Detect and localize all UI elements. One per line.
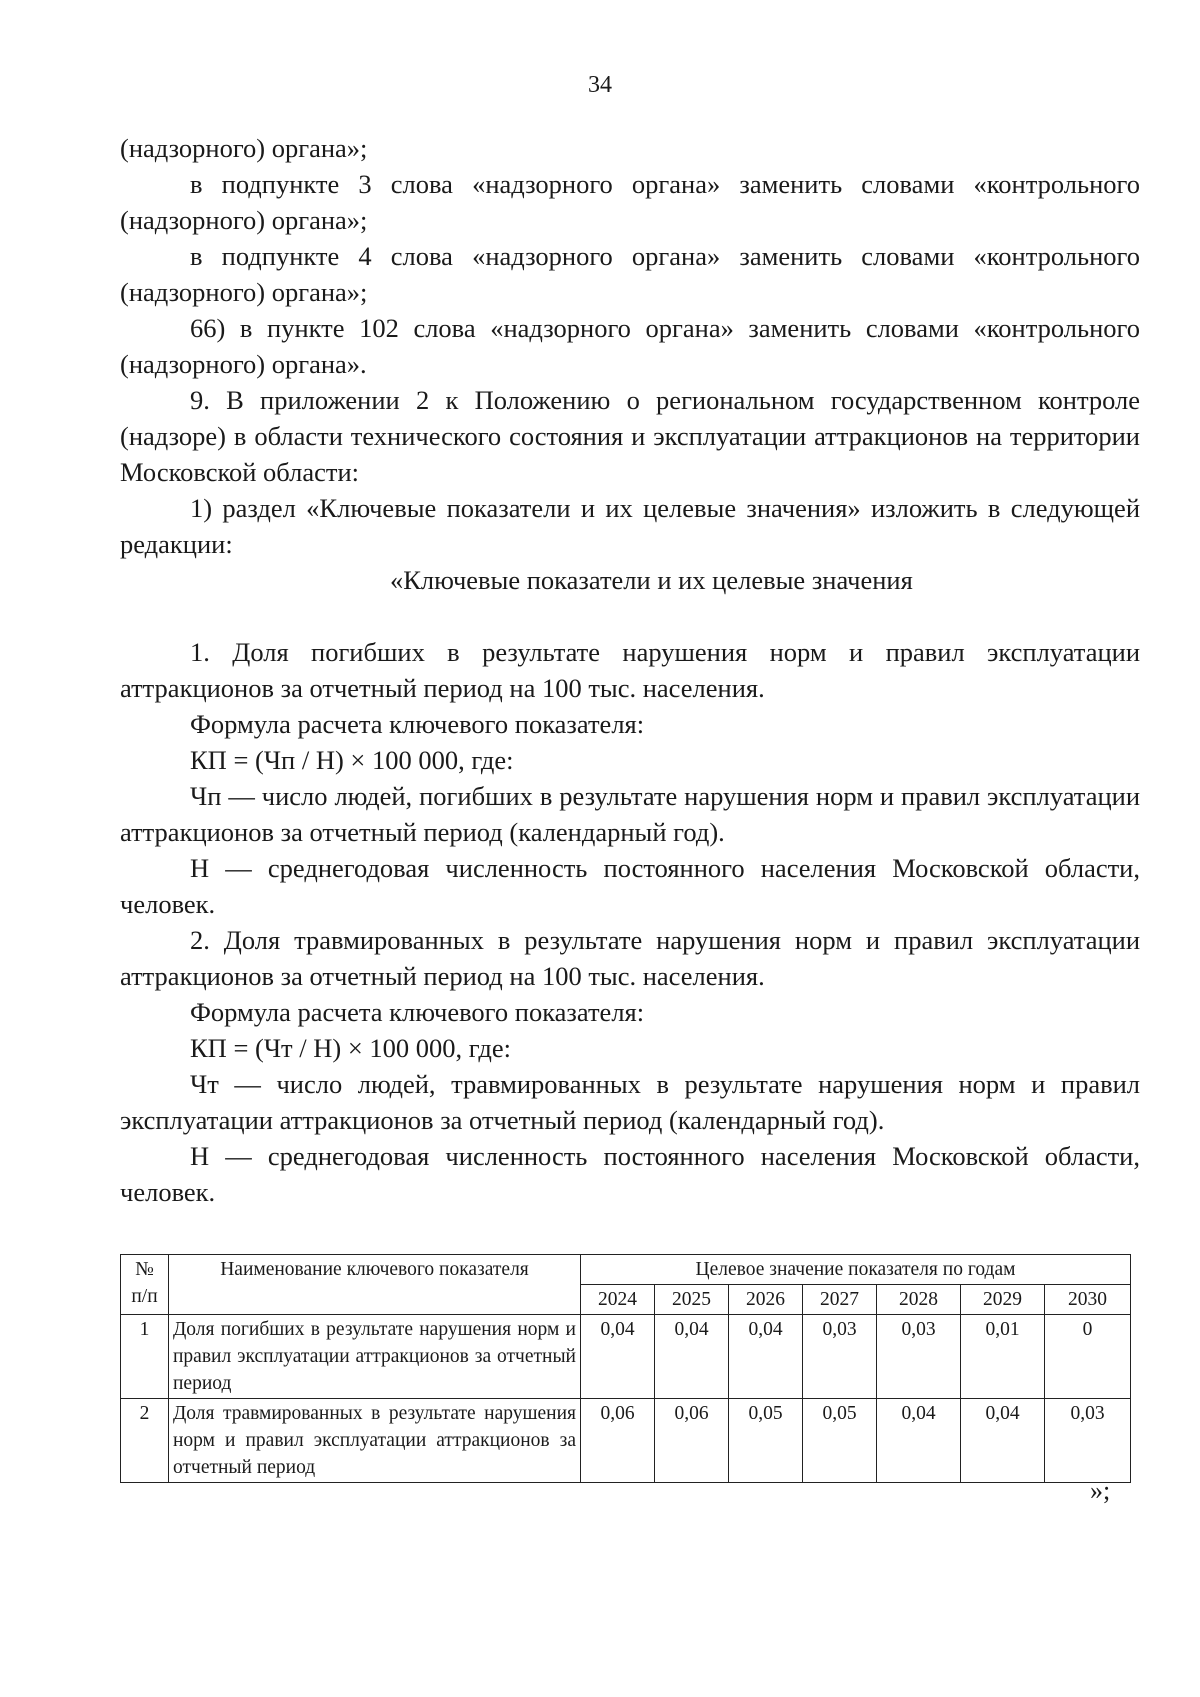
closing-quote: »; bbox=[1090, 1476, 1111, 1505]
document-body bbox=[120, 130, 1140, 1210]
row-value: 0,05 bbox=[803, 1399, 877, 1483]
paragraph: 66) в пункте 102 слова «надзорного органа» заменить словами «контрольного (надзорного) органа». bbox=[120, 313, 1140, 379]
table-header-row bbox=[121, 1255, 1131, 1285]
table-row bbox=[121, 1399, 1131, 1483]
row-value: 0,05 bbox=[729, 1399, 803, 1483]
paragraph: (надзорного) органа»; bbox=[120, 133, 368, 163]
row-value: 0,03 bbox=[877, 1315, 961, 1399]
section-title: «Ключевые показатели и их целевые значения bbox=[390, 565, 913, 595]
paragraph: 9. В приложении 2 к Положению о региональном государственном контроле (надзоре) в области технического состояния и эксплуатации аттракционов на территории Московской области: bbox=[120, 385, 1140, 487]
year-header: 2029 bbox=[961, 1285, 1045, 1315]
header-target: Целевое значение показателя по годам bbox=[581, 1255, 1131, 1285]
row-value: 0,04 bbox=[655, 1315, 729, 1399]
row-value: 0,04 bbox=[877, 1399, 961, 1483]
row-num: 1 bbox=[121, 1315, 169, 1399]
formula-definition: Чт — число людей, травмированных в результате нарушения норм и правил эксплуатации аттракционов за отчетный период (календарный год). bbox=[120, 1069, 1140, 1135]
year-header: 2025 bbox=[655, 1285, 729, 1315]
row-value: 0,06 bbox=[655, 1399, 729, 1483]
row-value: 0,04 bbox=[961, 1399, 1045, 1483]
header-num: № п/п bbox=[121, 1255, 169, 1315]
row-value: 0,01 bbox=[961, 1315, 1045, 1399]
indicator-1-title: 1. Доля погибших в результате нарушения норм и правил эксплуатации аттракционов за отчетный период на 100 тыс. населения. bbox=[120, 637, 1140, 703]
year-header: 2026 bbox=[729, 1285, 803, 1315]
row-num: 2 bbox=[121, 1399, 169, 1483]
row-name: Доля погибших в результате нарушения норм и правил эксплуатации аттракционов за отчетный период bbox=[169, 1315, 581, 1399]
formula-caption: Формула расчета ключевого показателя: bbox=[190, 709, 645, 739]
formula-definition: Чп — число людей, погибших в результате нарушения норм и правил эксплуатации аттракционов за отчетный период (календарный год). bbox=[120, 781, 1140, 847]
row-name: Доля травмированных в результате нарушения норм и правил эксплуатации аттракционов за отчетный период bbox=[169, 1399, 581, 1483]
year-header: 2027 bbox=[803, 1285, 877, 1315]
formula-definition: Н — среднегодовая численность постоянного населения Московской области, человек. bbox=[120, 853, 1140, 919]
table-row bbox=[121, 1315, 1131, 1399]
formula-definition: Н — среднегодовая численность постоянного населения Московской области, человек. bbox=[120, 1141, 1140, 1207]
row-value: 0,03 bbox=[1045, 1399, 1131, 1483]
paragraph: в подпункте 3 слова «надзорного органа» заменить словами «контрольного (надзорного) органа»; bbox=[120, 169, 1140, 235]
row-value: 0,04 bbox=[729, 1315, 803, 1399]
row-value: 0,03 bbox=[803, 1315, 877, 1399]
header-name: Наименование ключевого показателя bbox=[169, 1255, 581, 1315]
year-header: 2030 bbox=[1045, 1285, 1131, 1315]
paragraph: 1) раздел «Ключевые показатели и их целевые значения» изложить в следующей редакции: bbox=[120, 493, 1140, 559]
kpi-table bbox=[120, 1254, 1131, 1483]
formula: КП = (Чт / Н) × 100 000, где: bbox=[190, 1033, 511, 1063]
row-value: 0,06 bbox=[581, 1399, 655, 1483]
year-header: 2024 bbox=[581, 1285, 655, 1315]
page-number: 34 bbox=[588, 72, 612, 98]
row-value: 0 bbox=[1045, 1315, 1131, 1399]
indicator-2-title: 2. Доля травмированных в результате нарушения норм и правил эксплуатации аттракционов за отчетный период на 100 тыс. населения. bbox=[120, 925, 1140, 991]
formula: КП = (Чп / Н) × 100 000, где: bbox=[190, 745, 514, 775]
paragraph: в подпункте 4 слова «надзорного органа» заменить словами «контрольного (надзорного) органа»; bbox=[120, 241, 1140, 307]
year-header: 2028 bbox=[877, 1285, 961, 1315]
row-value: 0,04 bbox=[581, 1315, 655, 1399]
formula-caption: Формула расчета ключевого показателя: bbox=[190, 997, 645, 1027]
